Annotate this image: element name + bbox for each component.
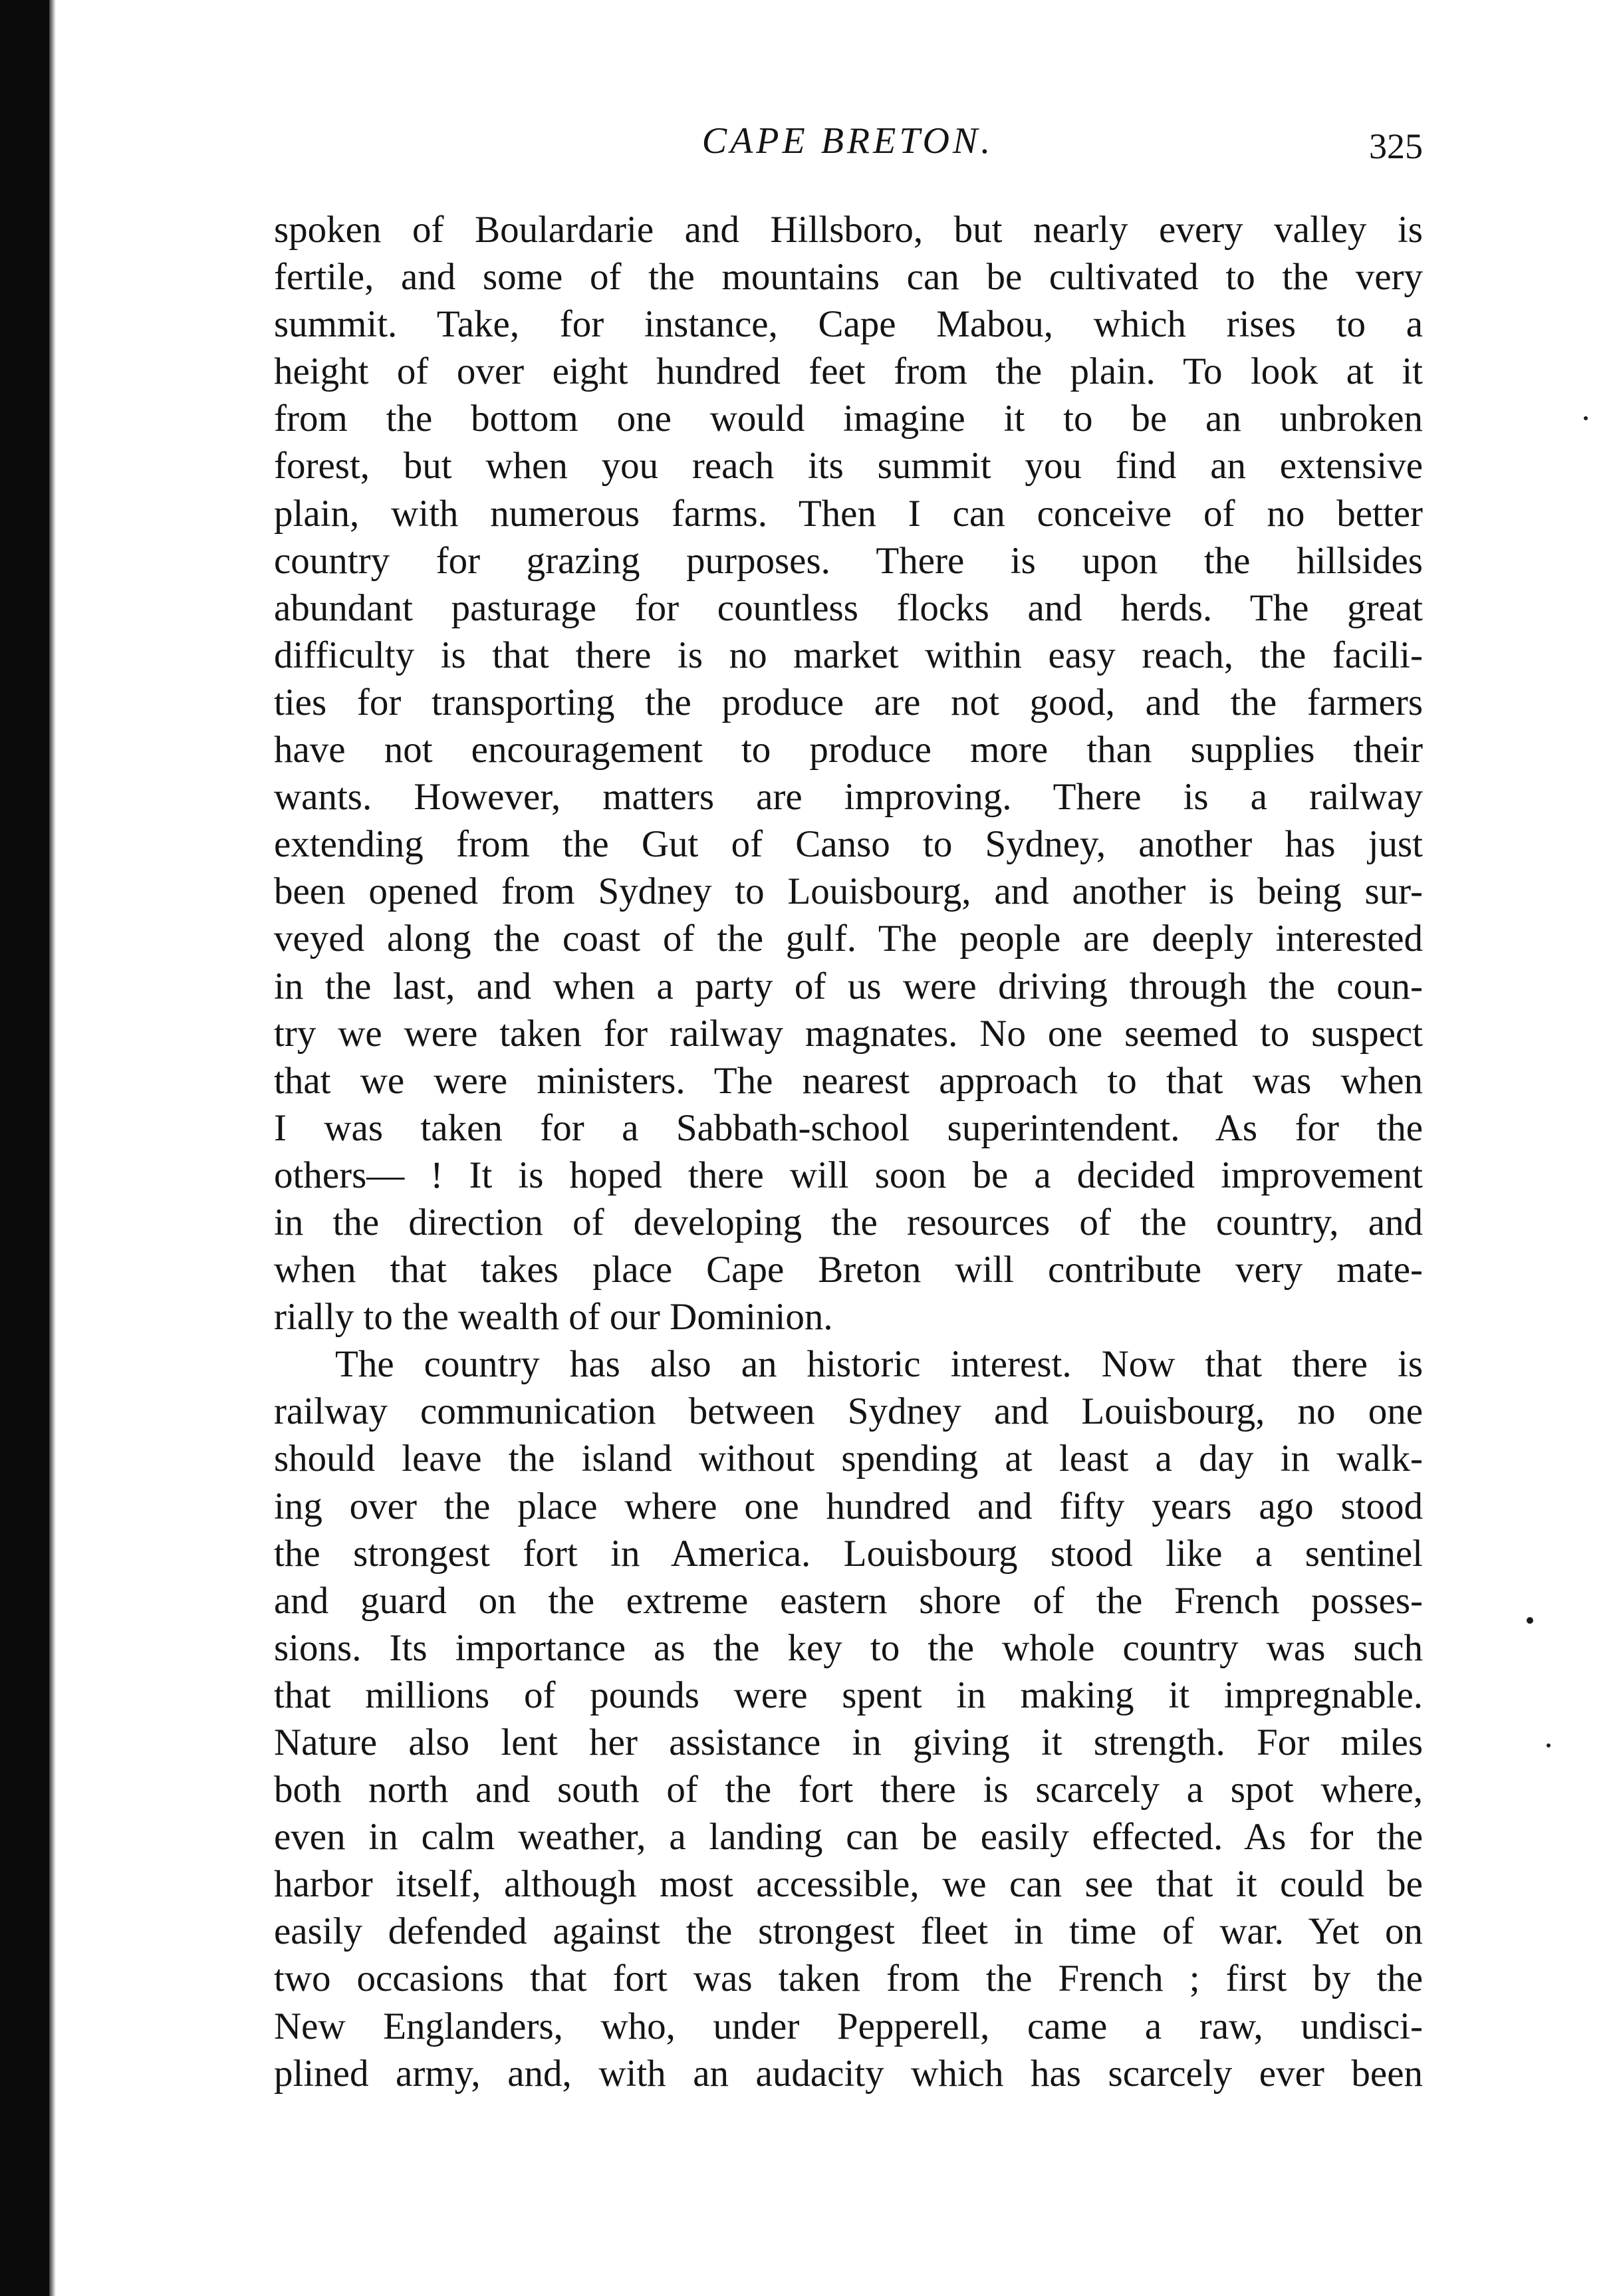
text-line: sions. Its importance as the key to the whole country was such: [274, 1626, 1423, 1669]
text-line: even in calm weather, a landing can be easily effected. As for the: [274, 1816, 1423, 1858]
running-title: CAPE BRETON.: [701, 120, 994, 162]
text-line: forest, but when you reach its summit you find an extensive: [274, 445, 1423, 487]
text-line: should leave the island without spending at least a day in walk-: [274, 1438, 1423, 1480]
text-line: been opened from Sydney to Louisbourg, and another is being sur-: [274, 870, 1423, 913]
text-line: try we were taken for railway magnates. No one seemed to suspect: [274, 1012, 1423, 1055]
text-line: country for grazing purposes. There is upon the hillsides: [274, 539, 1423, 582]
text-line: railway communication between Sydney and Louisbourg, no one: [274, 1390, 1423, 1433]
text-line: others— ! It is hoped there will soon be a decided improvement: [274, 1154, 1423, 1196]
body-text: [274, 206, 1423, 2097]
page-number: 325: [1369, 126, 1423, 166]
text-line: both north and south of the fort there is scarcely a spot where,: [274, 1769, 1423, 1811]
text-line: Nature also lent her assistance in giving it strength. For miles: [274, 1722, 1423, 1763]
text-line: in the last, and when a party of us were driving through the coun-: [274, 965, 1423, 1007]
text-line: plined army, and, with an audacity which has scarcely ever been: [274, 2052, 1423, 2095]
running-head: [273, 114, 1423, 168]
scan-speck: [1527, 1617, 1533, 1624]
paragraph-end-line: rially to the wealth of our Dominion.: [274, 1296, 833, 1339]
text-line: two occasions that fort was taken from the French ; first by the: [274, 1958, 1423, 2000]
text-line: and guard on the extreme eastern shore of the French posses-: [274, 1579, 1423, 1622]
binding-gutter: [49, 0, 56, 2296]
text-line: abundant pasturage for countless flocks and herds. The great: [274, 586, 1423, 629]
paragraph-start-line: The country has also an historic interest. Now that there is: [335, 1343, 1423, 1386]
text-line: ties for transporting the produce are not good, and the farmers: [274, 681, 1423, 723]
text-line: from the bottom one would imagine it to be an unbroken: [274, 398, 1423, 440]
text-line: in the direction of developing the resources of the country, and: [274, 1201, 1423, 1243]
text-line: difficulty is that there is no market within easy reach, the facili-: [274, 634, 1423, 676]
text-line: that millions of pounds were spent in making it impregnable.: [274, 1674, 1423, 1716]
text-line: New Englanders, who, under Pepperell, came a raw, undisci-: [274, 2005, 1423, 2047]
text-line: the strongest fort in America. Louisbourg stood like a sentinel: [274, 1532, 1423, 1575]
binding-edge-shadow: [0, 0, 49, 2296]
text-line: I was taken for a Sabbath-school superintendent. As for the: [274, 1106, 1423, 1149]
text-line: harbor itself, although most accessible, we can see that it could be: [274, 1863, 1423, 1906]
text-line: that we were ministers. The nearest approach to that was when: [274, 1059, 1423, 1102]
text-line: height of over eight hundred feet from the plain. To look at it: [274, 350, 1423, 393]
text-line: plain, with numerous farms. Then I can conceive of no better: [274, 492, 1423, 535]
text-line: veyed along the coast of the gulf. The people are deeply interested: [274, 918, 1423, 960]
text-line: summit. Take, for instance, Cape Mabou, which rises to a: [274, 303, 1423, 346]
text-line: ing over the place where one hundred and fifty years ago stood: [274, 1485, 1423, 1527]
text-line: when that takes place Cape Breton will contribute very mate-: [274, 1249, 1423, 1291]
text-line: wants. However, matters are improving. There is a railway: [274, 776, 1423, 819]
text-line: extending from the Gut of Canso to Sydney, another has just: [274, 823, 1423, 866]
scan-speck: [1547, 1743, 1551, 1747]
scan-speck: [1584, 416, 1588, 420]
text-line: have not encouragement to produce more than supplies their: [274, 729, 1423, 771]
text-line: spoken of Boulardarie and Hillsboro, but nearly every valley is: [274, 209, 1423, 251]
text-line: easily defended against the strongest fleet in time of war. Yet on: [274, 1910, 1423, 1953]
text-line: fertile, and some of the mountains can be cultivated to the very: [274, 256, 1423, 299]
